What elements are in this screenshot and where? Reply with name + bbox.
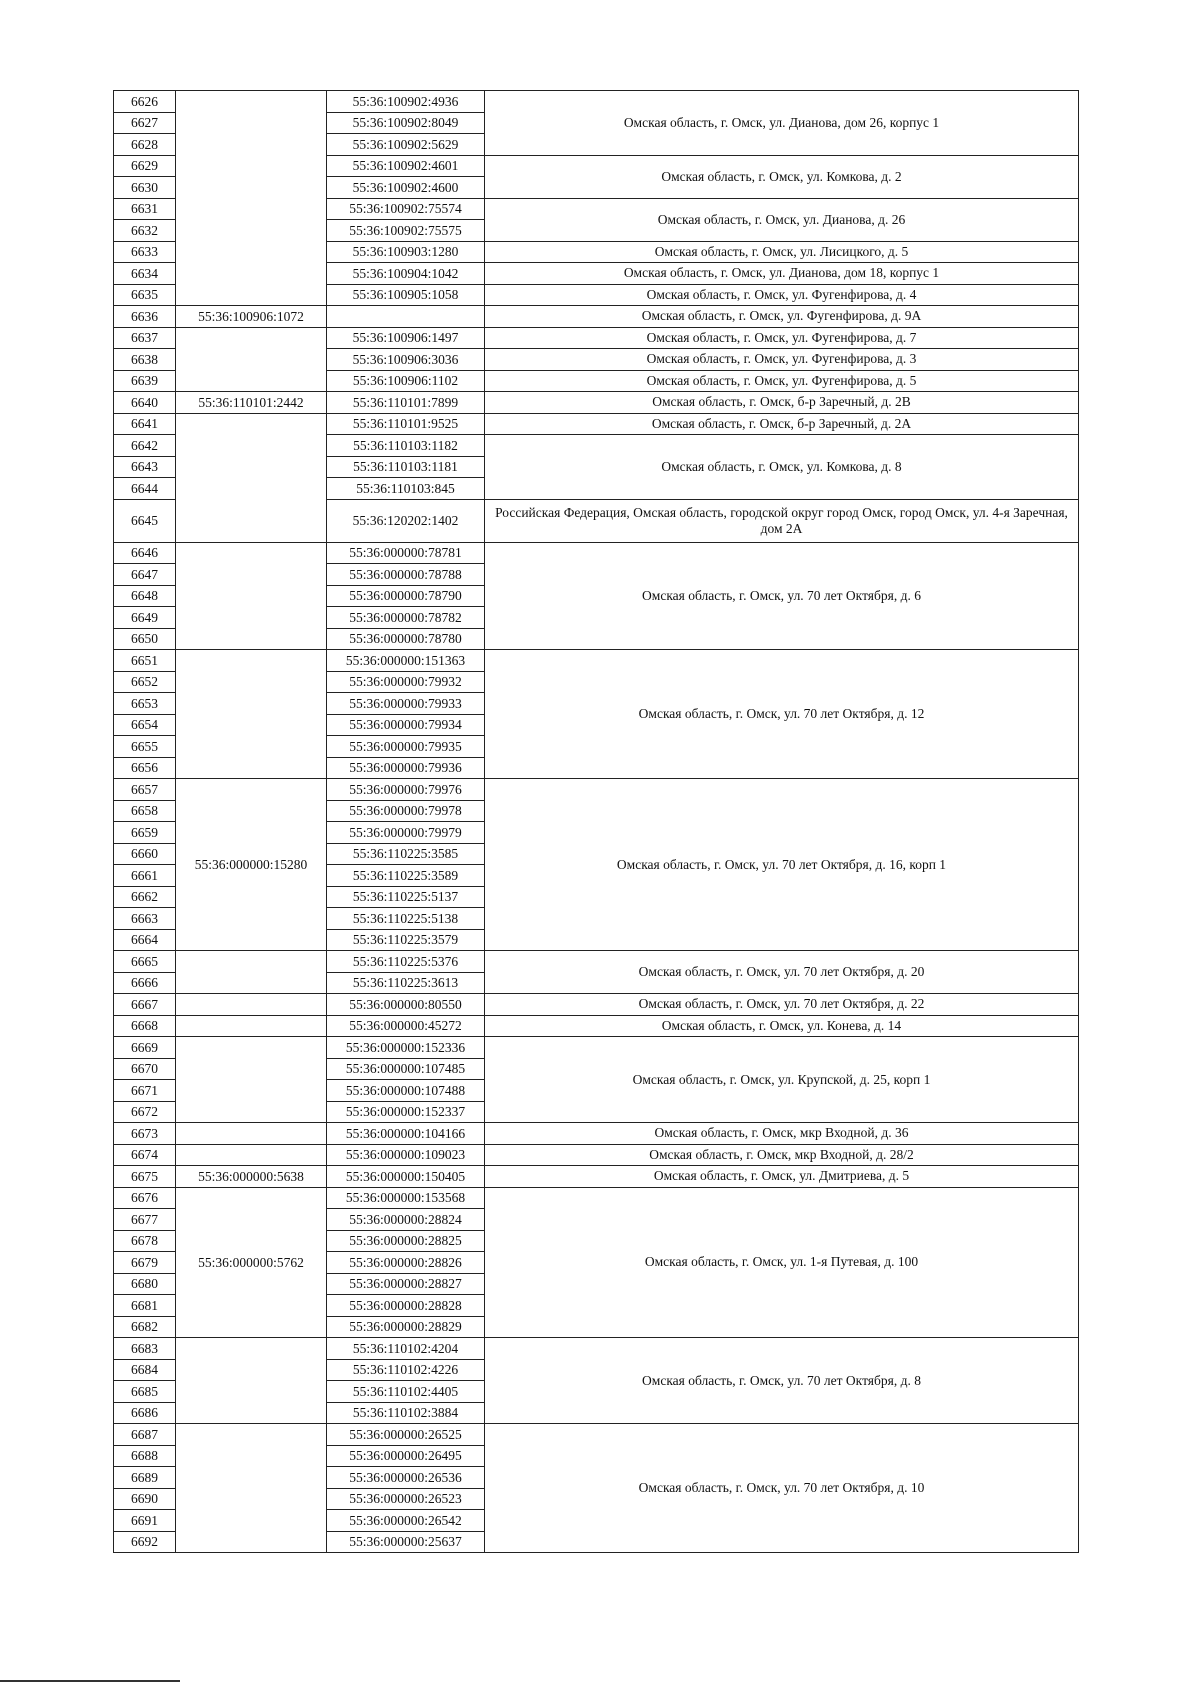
cadastral-number-cell: 55:36:000000:78782	[327, 607, 485, 629]
cadastral-number-cell: 55:36:000000:79978	[327, 800, 485, 822]
row-number-cell: 6668	[114, 1015, 176, 1037]
row-number-cell: 6680	[114, 1273, 176, 1295]
cadastral-number-cell: 55:36:100902:4600	[327, 177, 485, 199]
address-cell: Омская область, г. Омск, ул. Фугенфирова, д. 9А	[485, 306, 1079, 328]
table-row	[114, 650, 1079, 672]
address-cell: Омская область, г. Омск, ул. 70 лет Октября, д. 20	[485, 951, 1079, 994]
cadastral-number-cell: 55:36:110225:5376	[327, 951, 485, 973]
cadastral-number-cell: 55:36:110225:3613	[327, 972, 485, 994]
cadastral-number-cell: 55:36:000000:79979	[327, 822, 485, 844]
row-number-cell: 6664	[114, 929, 176, 951]
table-row	[114, 1037, 1079, 1059]
cadastral-number-cell: 55:36:100902:75574	[327, 198, 485, 220]
table-row	[114, 951, 1079, 973]
parent-cadastral-cell	[176, 951, 327, 994]
cadastral-number-cell: 55:36:000000:26525	[327, 1424, 485, 1446]
table-row	[114, 91, 1079, 113]
cadastral-number-cell: 55:36:000000:80550	[327, 994, 485, 1016]
row-number-cell: 6666	[114, 972, 176, 994]
parent-cadastral-cell	[176, 413, 327, 542]
row-number-cell: 6653	[114, 693, 176, 715]
cadastral-number-cell: 55:36:000000:79935	[327, 736, 485, 758]
row-number-cell: 6688	[114, 1445, 176, 1467]
row-number-cell: 6652	[114, 671, 176, 693]
row-number-cell: 6633	[114, 241, 176, 263]
row-number-cell: 6628	[114, 134, 176, 156]
cadastral-number-cell: 55:36:110103:1181	[327, 456, 485, 478]
cadastral-number-cell: 55:36:000000:28829	[327, 1316, 485, 1338]
cadastral-number-cell: 55:36:100903:1280	[327, 241, 485, 263]
address-cell: Омская область, г. Омск, ул. 70 лет Октября, д. 22	[485, 994, 1079, 1016]
row-number-cell: 6667	[114, 994, 176, 1016]
address-cell: Омская область, г. Омск, ул. 70 лет Октября, д. 10	[485, 1424, 1079, 1553]
cadastral-number-cell: 55:36:100904:1042	[327, 263, 485, 285]
row-number-cell: 6638	[114, 349, 176, 371]
parent-cadastral-cell: 55:36:000000:15280	[176, 779, 327, 951]
cadastral-number-cell: 55:36:110225:3585	[327, 843, 485, 865]
cadastral-number-cell: 55:36:100902:8049	[327, 112, 485, 134]
cadastral-number-cell: 55:36:110102:3884	[327, 1402, 485, 1424]
row-number-cell: 6630	[114, 177, 176, 199]
table-row	[114, 542, 1079, 564]
row-number-cell: 6648	[114, 585, 176, 607]
cadastral-number-cell: 55:36:000000:150405	[327, 1166, 485, 1188]
cadastral-number-cell: 55:36:110225:5137	[327, 886, 485, 908]
row-number-cell: 6674	[114, 1144, 176, 1166]
row-number-cell: 6627	[114, 112, 176, 134]
address-cell: Омская область, г. Омск, б-р Заречный, д. 2В	[485, 392, 1079, 414]
cadastral-number-cell: 55:36:110101:9525	[327, 413, 485, 435]
cadastral-number-cell: 55:36:000000:79933	[327, 693, 485, 715]
parent-cadastral-cell	[176, 650, 327, 779]
address-cell: Омская область, г. Омск, ул. Дианова, д. 26	[485, 198, 1079, 241]
row-number-cell: 6646	[114, 542, 176, 564]
cadastral-number-cell: 55:36:110102:4226	[327, 1359, 485, 1381]
cadastral-number-cell: 55:36:000000:104166	[327, 1123, 485, 1145]
row-number-cell: 6654	[114, 714, 176, 736]
cadastral-number-cell: 55:36:000000:28825	[327, 1230, 485, 1252]
table-row	[114, 1015, 1079, 1037]
row-number-cell: 6659	[114, 822, 176, 844]
cadastral-number-cell: 55:36:000000:28828	[327, 1295, 485, 1317]
row-number-cell: 6671	[114, 1080, 176, 1102]
row-number-cell: 6686	[114, 1402, 176, 1424]
parent-cadastral-cell: 55:36:000000:5762	[176, 1187, 327, 1338]
row-number-cell: 6644	[114, 478, 176, 500]
cadastral-number-cell: 55:36:000000:78781	[327, 542, 485, 564]
row-number-cell: 6641	[114, 413, 176, 435]
cadastral-number-cell: 55:36:110102:4405	[327, 1381, 485, 1403]
cadastral-number-cell: 55:36:000000:107488	[327, 1080, 485, 1102]
cadastral-number-cell: 55:36:000000:78788	[327, 564, 485, 586]
row-number-cell: 6690	[114, 1488, 176, 1510]
row-number-cell: 6692	[114, 1531, 176, 1553]
cadastral-number-cell: 55:36:000000:79976	[327, 779, 485, 801]
parent-cadastral-cell: 55:36:110101:2442	[176, 392, 327, 414]
row-number-cell: 6672	[114, 1101, 176, 1123]
cadastral-number-cell: 55:36:000000:152336	[327, 1037, 485, 1059]
address-cell: Омская область, г. Омск, ул. Фугенфирова, д. 4	[485, 284, 1079, 306]
table-row	[114, 779, 1079, 801]
row-number-cell: 6670	[114, 1058, 176, 1080]
cadastral-number-cell	[327, 306, 485, 328]
row-number-cell: 6645	[114, 499, 176, 542]
parent-cadastral-cell: 55:36:000000:5638	[176, 1166, 327, 1188]
address-cell: Омская область, г. Омск, ул. 70 лет Октября, д. 12	[485, 650, 1079, 779]
cadastral-number-cell: 55:36:100905:1058	[327, 284, 485, 306]
address-cell: Омская область, г. Омск, ул. Конева, д. 14	[485, 1015, 1079, 1037]
row-number-cell: 6651	[114, 650, 176, 672]
address-cell: Омская область, г. Омск, ул. Крупской, д. 25, корп 1	[485, 1037, 1079, 1123]
cadastral-number-cell: 55:36:000000:153568	[327, 1187, 485, 1209]
address-cell: Омская область, г. Омск, мкр Входной, д. 28/2	[485, 1144, 1079, 1166]
address-cell: Омская область, г. Омск, ул. Лисицкого, д. 5	[485, 241, 1079, 263]
cadastral-number-cell: 55:36:000000:79932	[327, 671, 485, 693]
row-number-cell: 6635	[114, 284, 176, 306]
address-cell: Омская область, г. Омск, ул. Дианова, дом 26, корпус 1	[485, 91, 1079, 156]
table-row	[114, 994, 1079, 1016]
row-number-cell: 6655	[114, 736, 176, 758]
parent-cadastral-cell	[176, 1037, 327, 1123]
row-number-cell: 6687	[114, 1424, 176, 1446]
cadastral-number-cell: 55:36:000000:26536	[327, 1467, 485, 1489]
cadastral-number-cell: 55:36:000000:28827	[327, 1273, 485, 1295]
cadastral-number-cell: 55:36:000000:79934	[327, 714, 485, 736]
row-number-cell: 6661	[114, 865, 176, 887]
row-number-cell: 6636	[114, 306, 176, 328]
address-cell: Омская область, г. Омск, ул. Комкова, д. 8	[485, 435, 1079, 500]
row-number-cell: 6677	[114, 1209, 176, 1231]
table-row	[114, 413, 1079, 435]
row-number-cell: 6634	[114, 263, 176, 285]
cadastral-number-cell: 55:36:110225:3579	[327, 929, 485, 951]
address-cell: Российская Федерация, Омская область, городской округ город Омск, город Омск, ул. 4-я Заречная, дом 2А	[485, 499, 1079, 542]
table-row	[114, 1123, 1079, 1145]
address-cell: Омская область, г. Омск, ул. Фугенфирова, д. 7	[485, 327, 1079, 349]
address-cell: Омская область, г. Омск, ул. Фугенфирова, д. 3	[485, 349, 1079, 371]
row-number-cell: 6639	[114, 370, 176, 392]
row-number-cell: 6679	[114, 1252, 176, 1274]
table-row	[114, 327, 1079, 349]
cadastral-number-cell: 55:36:110103:1182	[327, 435, 485, 457]
cadastral-number-cell: 55:36:100902:5629	[327, 134, 485, 156]
row-number-cell: 6662	[114, 886, 176, 908]
cadastral-number-cell: 55:36:000000:78780	[327, 628, 485, 650]
row-number-cell: 6675	[114, 1166, 176, 1188]
cadastral-number-cell: 55:36:110101:7899	[327, 392, 485, 414]
cadastral-number-cell: 55:36:100902:4601	[327, 155, 485, 177]
row-number-cell: 6647	[114, 564, 176, 586]
row-number-cell: 6676	[114, 1187, 176, 1209]
cadastral-number-cell: 55:36:100902:75575	[327, 220, 485, 242]
row-number-cell: 6658	[114, 800, 176, 822]
parent-cadastral-cell	[176, 994, 327, 1016]
cadastral-number-cell: 55:36:110103:845	[327, 478, 485, 500]
scan-edge-line	[0, 1680, 180, 1682]
row-number-cell: 6682	[114, 1316, 176, 1338]
cadastral-number-cell: 55:36:000000:151363	[327, 650, 485, 672]
address-cell: Омская область, г. Омск, ул. 1-я Путевая, д. 100	[485, 1187, 1079, 1338]
row-number-cell: 6678	[114, 1230, 176, 1252]
row-number-cell: 6626	[114, 91, 176, 113]
cadastral-number-cell: 55:36:000000:79936	[327, 757, 485, 779]
cadastral-number-cell: 55:36:000000:152337	[327, 1101, 485, 1123]
cadastral-register-table	[113, 90, 1079, 1553]
table-row	[114, 306, 1079, 328]
row-number-cell: 6657	[114, 779, 176, 801]
parent-cadastral-cell	[176, 1424, 327, 1553]
row-number-cell: 6681	[114, 1295, 176, 1317]
cadastral-number-cell: 55:36:000000:25637	[327, 1531, 485, 1553]
row-number-cell: 6691	[114, 1510, 176, 1532]
parent-cadastral-cell	[176, 542, 327, 650]
cadastral-number-cell: 55:36:100902:4936	[327, 91, 485, 113]
address-cell: Омская область, г. Омск, ул. Дианова, дом 18, корпус 1	[485, 263, 1079, 285]
parent-cadastral-cell: 55:36:100906:1072	[176, 306, 327, 328]
cadastral-number-cell: 55:36:000000:28824	[327, 1209, 485, 1231]
table-row	[114, 1166, 1079, 1188]
address-cell: Омская область, г. Омск, ул. Дмитриева, д. 5	[485, 1166, 1079, 1188]
row-number-cell: 6637	[114, 327, 176, 349]
parent-cadastral-cell	[176, 1015, 327, 1037]
cadastral-number-cell: 55:36:100906:1102	[327, 370, 485, 392]
row-number-cell: 6669	[114, 1037, 176, 1059]
parent-cadastral-cell	[176, 1123, 327, 1145]
parent-cadastral-cell	[176, 91, 327, 306]
address-cell: Омская область, г. Омск, ул. Фугенфирова, д. 5	[485, 370, 1079, 392]
address-cell: Омская область, г. Омск, ул. Комкова, д. 2	[485, 155, 1079, 198]
cadastral-number-cell: 55:36:100906:3036	[327, 349, 485, 371]
parent-cadastral-cell	[176, 1144, 327, 1166]
row-number-cell: 6640	[114, 392, 176, 414]
row-number-cell: 6629	[114, 155, 176, 177]
address-cell: Омская область, г. Омск, мкр Входной, д. 36	[485, 1123, 1079, 1145]
address-cell: Омская область, г. Омск, б-р Заречный, д. 2А	[485, 413, 1079, 435]
parent-cadastral-cell	[176, 327, 327, 392]
row-number-cell: 6643	[114, 456, 176, 478]
table-row	[114, 1424, 1079, 1446]
cadastral-number-cell: 55:36:110225:3589	[327, 865, 485, 887]
address-cell: Омская область, г. Омск, ул. 70 лет Октября, д. 16, корп 1	[485, 779, 1079, 951]
row-number-cell: 6656	[114, 757, 176, 779]
table-row	[114, 392, 1079, 414]
row-number-cell: 6689	[114, 1467, 176, 1489]
cadastral-number-cell: 55:36:000000:28826	[327, 1252, 485, 1274]
table-row	[114, 1144, 1079, 1166]
cadastral-number-cell: 55:36:000000:109023	[327, 1144, 485, 1166]
cadastral-number-cell: 55:36:110225:5138	[327, 908, 485, 930]
address-cell: Омская область, г. Омск, ул. 70 лет Октября, д. 6	[485, 542, 1079, 650]
table-row	[114, 1187, 1079, 1209]
cadastral-number-cell: 55:36:000000:26523	[327, 1488, 485, 1510]
cadastral-number-cell: 55:36:000000:107485	[327, 1058, 485, 1080]
row-number-cell: 6684	[114, 1359, 176, 1381]
row-number-cell: 6665	[114, 951, 176, 973]
row-number-cell: 6650	[114, 628, 176, 650]
cadastral-number-cell: 55:36:120202:1402	[327, 499, 485, 542]
cadastral-number-cell: 55:36:000000:26542	[327, 1510, 485, 1532]
row-number-cell: 6649	[114, 607, 176, 629]
cadastral-number-cell: 55:36:100906:1497	[327, 327, 485, 349]
row-number-cell: 6660	[114, 843, 176, 865]
address-cell: Омская область, г. Омск, ул. 70 лет Октября, д. 8	[485, 1338, 1079, 1424]
cadastral-number-cell: 55:36:000000:26495	[327, 1445, 485, 1467]
cadastral-number-cell: 55:36:000000:78790	[327, 585, 485, 607]
row-number-cell: 6642	[114, 435, 176, 457]
cadastral-number-cell: 55:36:000000:45272	[327, 1015, 485, 1037]
row-number-cell: 6663	[114, 908, 176, 930]
cadastral-number-cell: 55:36:110102:4204	[327, 1338, 485, 1360]
register-table-body	[114, 91, 1079, 1553]
row-number-cell: 6673	[114, 1123, 176, 1145]
row-number-cell: 6683	[114, 1338, 176, 1360]
parent-cadastral-cell	[176, 1338, 327, 1424]
row-number-cell: 6631	[114, 198, 176, 220]
table-row	[114, 1338, 1079, 1360]
row-number-cell: 6685	[114, 1381, 176, 1403]
row-number-cell: 6632	[114, 220, 176, 242]
